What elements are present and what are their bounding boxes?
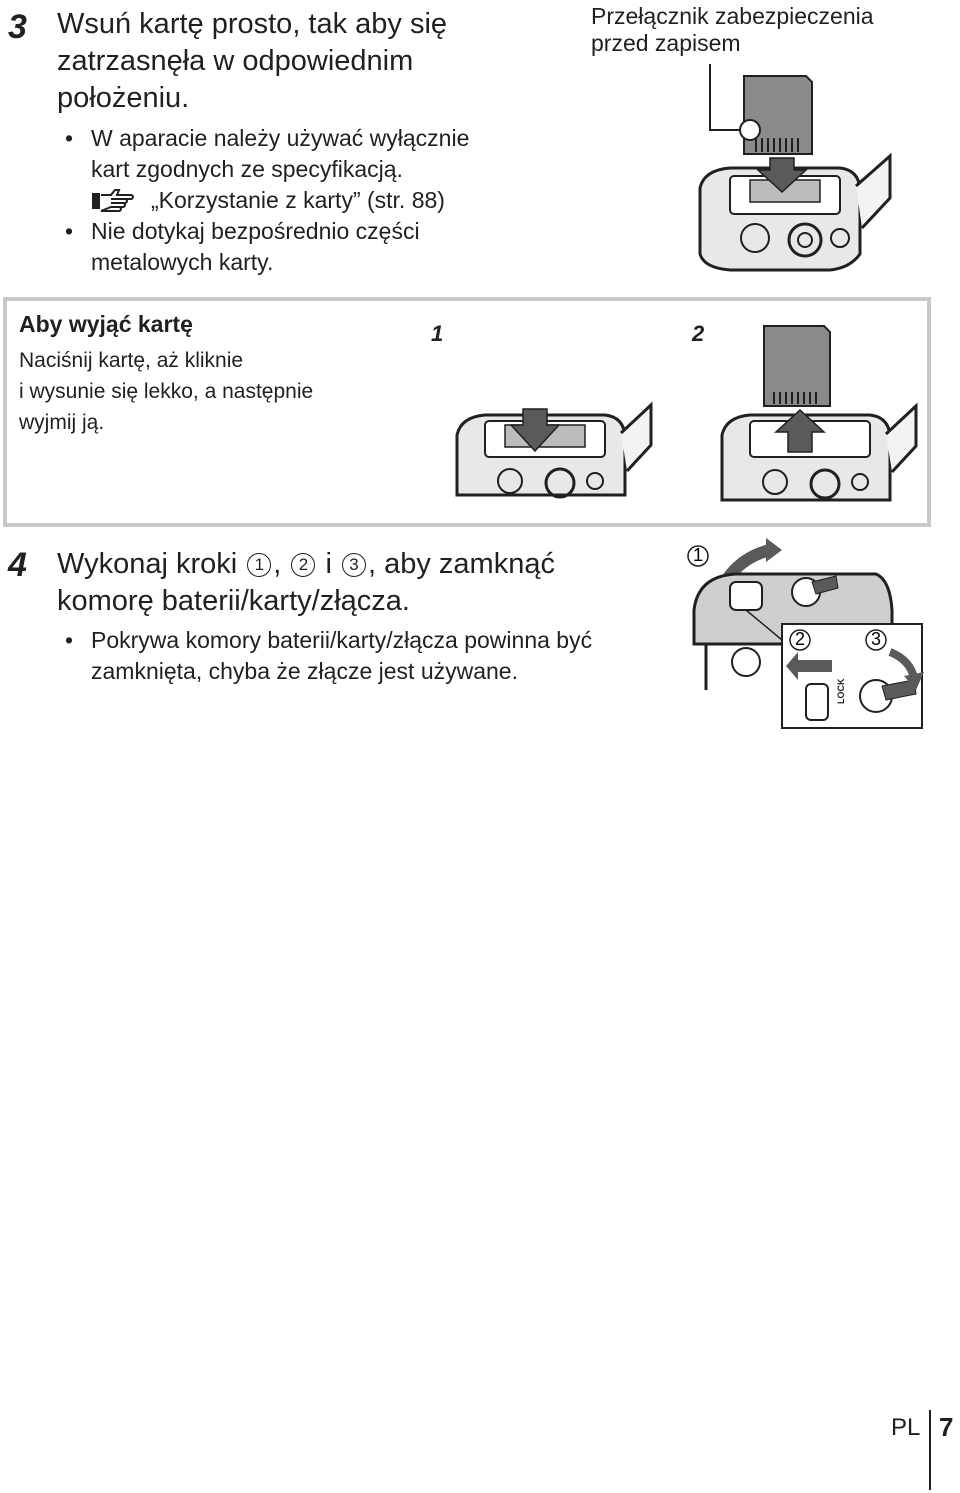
figure-2-label: 2 [692,321,705,346]
circled-step-1: 1 [247,553,271,577]
remove-card-text [19,345,313,438]
step-4-number: 4 [8,546,27,584]
page-number: 7 [939,1412,954,1442]
bullet-line: W aparacie należy używać wyłącznie [91,125,470,151]
write-protect-callout [591,3,874,57]
bullet-item: • W aparacie należy używać wyłącznie kart zgodnych ze specyfikacją. [91,123,571,185]
bullet-item: • Pokrywa komory baterii/karty/złącza powinna być zamknięta, chyba że złącze jest używane. [91,625,592,687]
heading-line: zatrzasnęła w odpowiednim [57,45,414,77]
heading-line: położeniu. [57,82,190,114]
bullet-line: Pokrywa komory baterii/karty/złącza powinna być [91,627,593,653]
pull-card-illustration [720,322,920,505]
lock-text: LOCK [836,678,846,704]
reference-hand-icon [91,189,135,213]
reference-link[interactable]: „Korzystanie z karty” (str. 88) [151,187,445,213]
box-text-line: Naciśnij kartę, aż kliknie [19,349,244,372]
heading-text: , aby zamknąć [368,548,555,580]
step-4-heading [57,546,555,620]
box-text-line: i wysunie się lekko, a następnie [19,380,314,403]
heading-separator: i [325,548,332,580]
card-insert-illustration [690,58,905,280]
heading-text: Wykonaj kroki [57,548,238,580]
footer-divider [929,1410,931,1490]
bullet-line: metalowych karty. [91,249,274,275]
step-3-heading [57,6,447,117]
callout-line: przed zapisem [591,30,741,56]
close-cover-illustration [686,540,936,730]
remove-card-title: Aby wyjąć kartę [19,311,193,337]
step-4-bullet [65,625,593,687]
heading-line: Wsuń kartę prosto, tak aby się [57,8,448,40]
language-label: PL [891,1414,921,1441]
figure-step-2-label: 2 [794,629,806,649]
bullet-list [65,123,571,278]
bullet-line: Nie dotykaj bezpośrednio części [91,218,420,244]
figure-step-3-label: 3 [870,629,882,649]
figure-step-1-label: 1 [692,545,704,565]
push-card-illustration [455,395,655,505]
step-3-number: 3 [8,8,27,46]
bullet-line: zamknięta, chyba że złącze jest używane. [91,658,518,684]
bullet-line: kart zgodnych ze specyfikacją. [91,156,403,182]
bullet-item: • Nie dotykaj bezpośrednio części metalowych karty. [91,216,571,278]
figure-1-label: 1 [431,321,444,346]
reference-item [91,185,571,216]
circled-step-2: 2 [291,553,315,577]
box-text-line: wyjmij ją. [19,411,105,434]
heading-line: komorę baterii/karty/złącza. [57,585,410,617]
callout-line: Przełącznik zabezpieczenia [591,3,874,29]
circled-step-3: 3 [342,553,366,577]
heading-separator: , [273,548,282,580]
